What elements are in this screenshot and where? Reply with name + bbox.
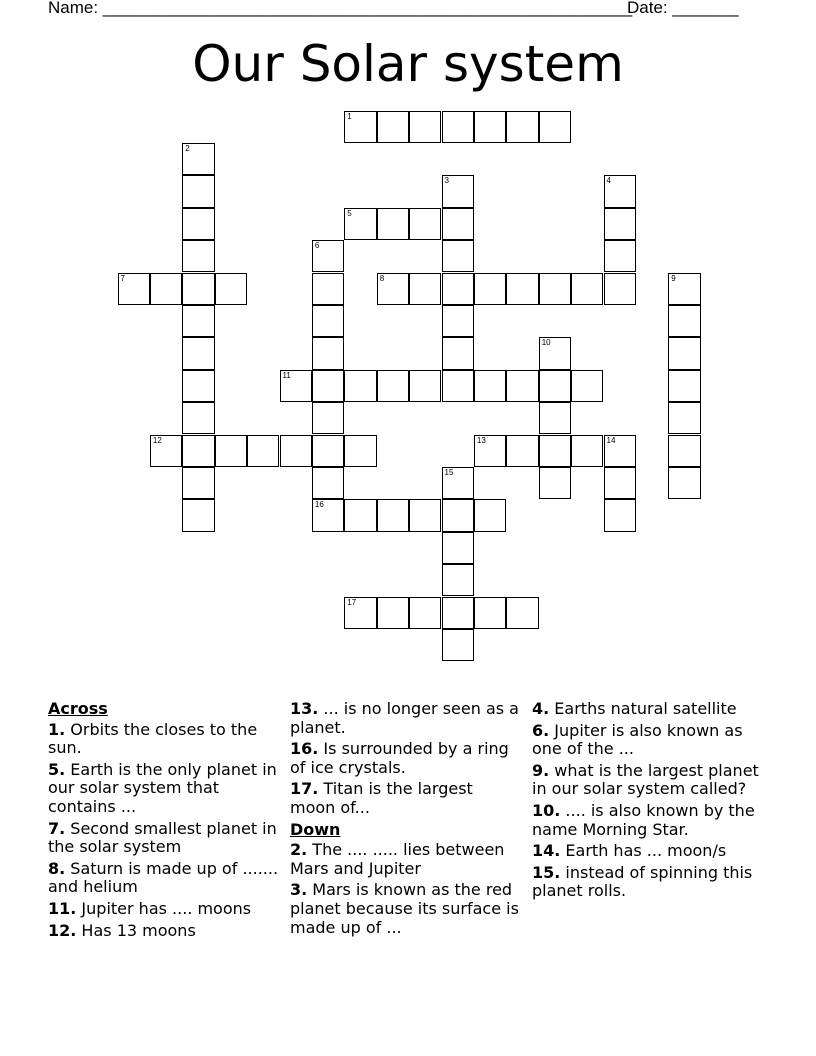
grid-cell[interactable] — [571, 273, 603, 305]
cell-number: 5 — [347, 208, 352, 218]
grid-cell[interactable] — [312, 370, 344, 402]
clue-down-4 — [532, 700, 772, 719]
grid-cell[interactable] — [668, 337, 700, 369]
date-field[interactable]: Date: _______ — [627, 0, 739, 17]
grid-cell[interactable] — [604, 175, 636, 207]
grid-cell[interactable] — [442, 208, 474, 240]
clue-text: Saturn is made up of ....... and helium — [48, 858, 279, 897]
clue-down-3 — [290, 881, 522, 937]
grid-cell[interactable] — [344, 499, 376, 531]
grid-cell[interactable] — [668, 467, 700, 499]
clue-number: 8. — [48, 858, 66, 878]
clue-number: 5. — [48, 759, 66, 779]
cell-number: 16 — [314, 500, 324, 510]
cell-number: 11 — [282, 370, 291, 380]
cell-number: 1 — [347, 111, 352, 121]
grid-cell[interactable] — [442, 240, 474, 272]
clue-column-2 — [290, 700, 522, 940]
clue-text: Mars is known as the red planet because its surface is made up of ... — [290, 880, 519, 937]
clue-number: 12. — [48, 920, 77, 940]
grid-cell[interactable] — [312, 240, 344, 272]
grid-cell[interactable] — [604, 435, 636, 467]
clue-text: Second smallest planet in the solar system — [48, 818, 277, 857]
grid-cell[interactable] — [150, 435, 182, 467]
grid-cell[interactable] — [312, 337, 344, 369]
grid-cell[interactable] — [604, 499, 636, 531]
grid-cell[interactable] — [377, 370, 409, 402]
grid-cell[interactable] — [312, 435, 344, 467]
grid-cell[interactable] — [474, 273, 506, 305]
grid-cell[interactable] — [312, 499, 344, 531]
clue-down-14 — [532, 842, 772, 861]
down-heading: Down — [290, 819, 341, 839]
grid-cell[interactable] — [604, 240, 636, 272]
name-field[interactable]: Name: ________________________________________________________ — [48, 0, 633, 17]
clue-number: 15. — [532, 862, 561, 882]
grid-cell[interactable] — [571, 435, 603, 467]
clue-text: Is surrounded by a ring of ice crystals. — [290, 739, 509, 777]
clue-column-3 — [532, 700, 772, 904]
clue-number: 6. — [532, 720, 550, 740]
grid-cell[interactable] — [409, 111, 441, 143]
clue-text: what is the largest planet in our solar system called? — [532, 760, 759, 799]
across-heading: Across — [48, 699, 108, 718]
clue-number: 17. — [290, 779, 319, 799]
clue-down-2 — [290, 841, 522, 878]
grid-cell[interactable] — [442, 629, 474, 661]
clue-number: 10. — [532, 800, 561, 820]
grid-cell[interactable] — [506, 273, 538, 305]
grid-cell[interactable] — [377, 111, 409, 143]
grid-cell[interactable] — [668, 273, 700, 305]
grid-cell[interactable] — [280, 435, 312, 467]
page-title: Our Solar system — [192, 35, 624, 93]
grid-cell[interactable] — [312, 273, 344, 305]
clue-text: Titan is the largest moon of... — [290, 779, 473, 817]
grid-cell[interactable] — [474, 435, 506, 467]
clue-across-16 — [290, 740, 522, 777]
grid-cell[interactable] — [539, 337, 571, 369]
grid-cell[interactable] — [182, 435, 214, 467]
grid-cell[interactable] — [377, 499, 409, 531]
clue-text: ... is no longer seen as a planet. — [290, 699, 519, 737]
clue-number: 4. — [532, 699, 550, 718]
grid-cell[interactable] — [442, 467, 474, 499]
clue-text: The .... ..... lies between Mars and Jupiter — [290, 840, 505, 878]
grid-cell[interactable] — [442, 273, 474, 305]
grid-cell[interactable] — [604, 273, 636, 305]
clue-down-6 — [532, 722, 772, 759]
grid-cell[interactable] — [150, 273, 182, 305]
clue-across-12 — [48, 922, 280, 941]
grid-cell[interactable] — [344, 208, 376, 240]
clue-text: Has 13 moons — [76, 920, 196, 940]
grid-cell[interactable] — [280, 370, 312, 402]
grid-cell[interactable] — [377, 597, 409, 629]
grid-cell[interactable] — [474, 111, 506, 143]
grid-cell[interactable] — [571, 370, 603, 402]
cell-number: 12 — [152, 435, 162, 445]
cell-number: 3 — [444, 176, 449, 186]
grid-cell[interactable] — [182, 208, 214, 240]
grid-cell[interactable] — [442, 175, 474, 207]
grid-cell[interactable] — [312, 402, 344, 434]
clue-across-8 — [48, 860, 280, 897]
grid-cell[interactable] — [247, 435, 279, 467]
grid-cell[interactable] — [668, 370, 700, 402]
clue-across-7 — [48, 820, 280, 857]
cell-number: 6 — [314, 241, 320, 251]
grid-cell[interactable] — [377, 208, 409, 240]
grid-cell[interactable] — [604, 467, 636, 499]
clue-text: instead of spinning this planet rolls. — [532, 862, 753, 901]
grid-cell[interactable] — [182, 240, 214, 272]
clue-text: Earth has ... moon/s — [560, 841, 727, 861]
grid-cell[interactable] — [344, 370, 376, 402]
grid-cell[interactable] — [539, 467, 571, 499]
clue-down-15 — [532, 864, 772, 901]
clue-number: 2. — [290, 840, 308, 860]
cell-number: 8 — [379, 273, 385, 283]
grid-cell[interactable] — [344, 111, 376, 143]
clue-number: 1. — [48, 719, 66, 739]
clue-across-5 — [48, 761, 280, 817]
cell-number: 4 — [606, 176, 611, 186]
clue-number: 13. — [290, 699, 319, 718]
grid-cell[interactable] — [474, 597, 506, 629]
grid-cell[interactable] — [442, 597, 474, 629]
grid-cell[interactable] — [539, 402, 571, 434]
grid-cell[interactable] — [182, 370, 214, 402]
grid-cell[interactable] — [312, 467, 344, 499]
clue-across-13 — [290, 700, 522, 737]
grid-cell[interactable] — [409, 370, 441, 402]
grid-cell[interactable] — [539, 111, 571, 143]
cell-number: 15 — [444, 467, 454, 477]
grid-cell[interactable] — [182, 467, 214, 499]
cell-number: 10 — [541, 338, 551, 348]
clue-across-11 — [48, 900, 280, 919]
grid-cell[interactable] — [604, 208, 636, 240]
grid-cell[interactable] — [409, 597, 441, 629]
grid-cell[interactable] — [182, 143, 214, 175]
grid-cell[interactable] — [442, 532, 474, 564]
grid-cell[interactable] — [474, 370, 506, 402]
grid-cell[interactable] — [182, 175, 214, 207]
grid-cell[interactable] — [539, 370, 571, 402]
grid-cell[interactable] — [442, 337, 474, 369]
clue-across-1 — [48, 721, 280, 758]
clue-across-17 — [290, 780, 522, 817]
grid-cell[interactable] — [668, 305, 700, 337]
grid-cell[interactable] — [215, 435, 247, 467]
cell-number: 9 — [671, 273, 676, 283]
grid-cell[interactable] — [409, 208, 441, 240]
clue-number: 3. — [290, 880, 308, 900]
grid-cell[interactable] — [118, 273, 150, 305]
grid-cell[interactable] — [409, 273, 441, 305]
clue-number: 9. — [532, 760, 550, 780]
clue-number: 11. — [48, 898, 77, 918]
grid-cell[interactable] — [442, 564, 474, 596]
grid-cell[interactable] — [506, 111, 538, 143]
grid-cell[interactable] — [474, 499, 506, 531]
grid-cell[interactable] — [182, 305, 214, 337]
cell-number: 14 — [606, 435, 616, 445]
clue-column-1 — [48, 700, 280, 943]
grid-cell[interactable] — [668, 435, 700, 467]
cell-number: 7 — [120, 273, 125, 283]
grid-cell[interactable] — [182, 273, 214, 305]
clue-number: 16. — [290, 739, 319, 759]
cell-number: 13 — [476, 435, 486, 445]
grid-cell[interactable] — [312, 305, 344, 337]
clue-text: Earths natural satellite — [549, 699, 737, 718]
grid-cell[interactable] — [442, 305, 474, 337]
clue-text: Orbits the closes to the sun. — [48, 719, 258, 758]
grid-cell[interactable] — [344, 597, 376, 629]
cell-number: 2 — [185, 143, 190, 153]
grid-cell[interactable] — [668, 402, 700, 434]
clue-text: Jupiter is also known as one of the ... — [532, 720, 743, 759]
grid-cell[interactable] — [539, 273, 571, 305]
clue-text: Earth is the only planet in our solar system that contains ... — [48, 759, 277, 816]
grid-cell[interactable] — [442, 111, 474, 143]
grid-cell[interactable] — [182, 337, 214, 369]
clue-number: 7. — [48, 818, 66, 838]
grid-cell[interactable] — [442, 370, 474, 402]
grid-cell[interactable] — [506, 435, 538, 467]
grid-cell[interactable] — [442, 499, 474, 531]
grid-cell[interactable] — [182, 402, 214, 434]
grid-cell[interactable] — [409, 499, 441, 531]
clue-number: 14. — [532, 841, 561, 861]
clue-down-10 — [532, 802, 772, 839]
grid-cell[interactable] — [539, 435, 571, 467]
clue-text: Jupiter has .... moons — [76, 898, 252, 918]
grid-cell[interactable] — [506, 597, 538, 629]
grid-cell[interactable] — [506, 370, 538, 402]
grid-cell[interactable] — [344, 435, 376, 467]
grid-cell[interactable] — [182, 499, 214, 531]
grid-cell[interactable] — [377, 273, 409, 305]
clue-text: .... is also known by the name Morning Star. — [532, 800, 755, 839]
clue-down-9 — [532, 762, 772, 799]
grid-cell[interactable] — [215, 273, 247, 305]
cell-number: 17 — [347, 597, 357, 607]
